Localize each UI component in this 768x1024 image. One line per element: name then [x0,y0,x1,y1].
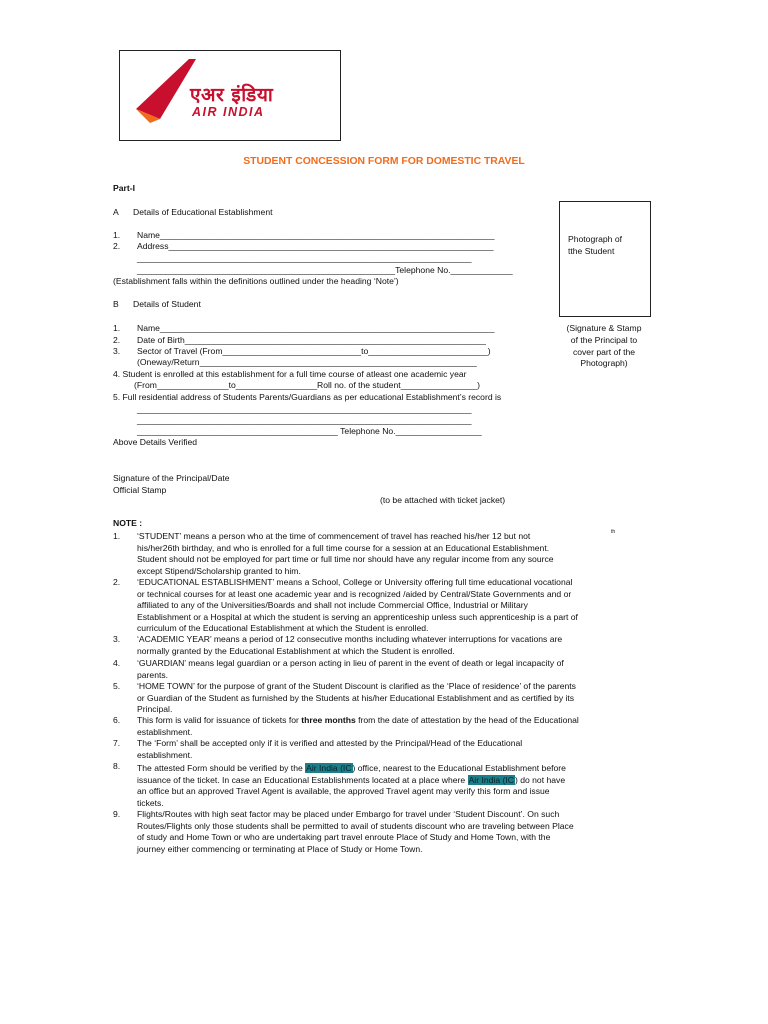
principal-signature: Signature of the Principal/Date [113,473,230,483]
logo-hindi-text: एअर इंडिया [190,84,274,106]
b-name-field[interactable]: Name______________________________________________________________________ [137,323,495,333]
note-2-number: 2. [113,577,121,587]
note-6-number: 6. [113,715,121,725]
b-residential-line-1[interactable]: ______________________________________________________________________ [137,404,472,414]
note-6-pre: This form is valid for issuance of tickets for [137,715,302,725]
note-line: Establishment or a Hospital at which the student is serving an apprenticeship unless such apprenticeship is a part of [137,611,578,622]
b-enrolled-text: 4. Student is enrolled at this establishment for a full time course of atleast one academic year [113,369,467,379]
a-name-number: 1. [113,230,121,240]
air-india-ic-highlight: Air India (IC [306,763,352,773]
details-verified: Above Details Verified [113,437,198,447]
signature-note-line: of the Principal to [570,334,638,345]
b-oneway-field[interactable]: (Oneway/Return__________________________________________________________ [137,357,477,367]
b-telephone-field[interactable]: Telephone No.__________________ [340,426,482,436]
note-6-text [137,715,579,738]
note-5-text [137,681,576,716]
note-8-number: 8. [113,761,121,771]
note-line: ‘STUDENT’ means a person who at the time of commencement of travel has reached his/her 12 but not [137,531,531,541]
note-line: ‘HOME TOWN’ for the purpose of grant of the Student Discount is clarified as the ‘Place of residence’ of the parents [137,681,576,691]
section-b-letter: B [113,299,119,309]
note-6-bold: three months [301,715,356,725]
note-line: The ‘Form’ shall be accepted only if it is verified and attested by the Principal/Head of the Educational [137,738,523,748]
note-line: tickets. [137,797,164,808]
note-5-number: 5. [113,681,121,691]
note-7-number: 7. [113,738,121,748]
note-line: establishment. [137,749,193,760]
note-6-post: from the date of attestation by the head of the Educational [355,715,579,725]
note-line: journey either commencing or terminating at Place of Study or Home Town. [137,843,423,854]
note-4-text [137,658,564,681]
note-7-text [137,738,522,761]
photo-label-2: tthe Student [568,245,615,256]
note-line: or Guardian of the Student as furnished by the Students at his/her Educational Establishment and as certified by its [137,692,575,703]
attached-note: (to be attached with ticket jacket) [380,495,506,505]
a-address-line[interactable]: ______________________________________________________________________ [137,253,472,263]
b-residential-line-3[interactable] [137,426,482,438]
note-9-text [137,809,574,855]
signature-note-line: cover part of the [572,346,636,357]
note-line: of study and Home Town or who are undertaking part travel enroute Place of Study and Home Town, with the [137,832,551,843]
note-line: ‘EDUCATIONAL ESTABLISHMENT’ means a School, College or University offering full time educational vocational [137,577,573,587]
signature-note-line: (Signature & Stamp [566,323,642,333]
note-8-c: issuance of the ticket. In case an Educational Establishments located at a place where [137,774,468,785]
b-dob-field[interactable]: Date of Birth_______________________________________________________________ [137,335,486,345]
section-a-letter: A [113,207,119,217]
note-8-a: The attested Form should be verified by the [137,763,306,773]
note-line: ‘GUARDIAN’ means legal guardian or a person acting in lieu of parent in the event of death or legal incapacity of [137,658,564,668]
section-a-heading: Details of Educational Establishment [133,207,273,217]
note-line: affiliated to any of the Universities/Boards and shall not include Commercial Office, Industrial or Military [137,600,528,611]
photo-label-1: Photograph of [568,234,622,244]
note-line [137,763,566,775]
note-3-number: 3. [113,634,121,644]
note-8-d: ) do not have [514,774,566,785]
note-8-text [137,763,566,809]
stray-th: th [611,529,616,535]
a-address-line-2-blank: ______________________________________________________ [137,265,396,275]
a-address-number: 2. [113,241,121,251]
b-residential-line-2[interactable]: ______________________________________________________________________ [137,415,472,425]
note-line: Flights/Routes with high seat factor may be placed under Embargo for travel under ‘Student Discount’. On such [137,809,560,819]
note-line: normally granted by the Educational Establishment at which the Student is enrolled. [137,645,455,656]
note-line: his/her26th birthday, and who is enrolled for a full time course for a session at an Educational Establishment. [137,542,550,553]
note-line: or technical courses for at least one academic year and is recognized /aided by Central/State Governments and or [137,588,572,599]
note-4-number: 4. [113,658,121,668]
note-line: establishment. [137,726,193,737]
note-line: Student should not be employed for part time or full time nor should have any regular income from any source [137,554,554,565]
note-line: Routes/Flights only those students shall be permitted to avail of students discount who are traveling between Place [137,820,574,831]
a-address-field[interactable]: Address____________________________________________________________________ [137,241,494,251]
section-b-heading: Details of Student [133,299,201,309]
part-label: Part-I [113,183,135,193]
logo-english-text: AIR INDIA [192,105,265,119]
note-line [137,715,579,727]
note-2-text [137,577,578,635]
note-3-text [137,634,562,657]
photo-box [559,201,651,317]
note-line: an office but an approved Travel Agent is available, the approved Travel agent may verify this form and issue [137,786,550,797]
note-line: curriculum of the Educational Establishment at which the Student is enrolled. [137,623,429,634]
b-sector-number: 3. [113,346,121,356]
note-1-text [137,531,554,577]
note-line: ‘ACADEMIC YEAR’ means a period of 12 consecutive months including whatever interruptions for vacations are [137,634,563,644]
form-title: STUDENT CONCESSION FORM FOR DOMESTIC TRAVEL [243,156,525,167]
air-india-ic-highlight: Air India (IC [468,774,514,785]
note-line [137,775,566,787]
a-name-field[interactable]: Name______________________________________________________________________ [137,230,495,240]
b-residential-text: 5. Full residential address of Students Parents/Guardians as per educational Establishment’s record is [113,392,502,402]
note-line: except Stipend/Scholarship granted to him. [137,565,301,576]
signature-note-line: Photograph) [580,358,628,369]
b-enrolled-dates-field[interactable]: (From_______________to_________________Roll no. of the student________________) [134,380,480,390]
air-india-logo [119,50,341,141]
note-8-b: ) office, nearest to the Educational Establishment before [352,763,566,773]
b-residential-line-3-blank[interactable]: __________________________________________ [137,426,338,436]
note-line: parents. [137,669,169,680]
note-heading: NOTE : [113,518,143,528]
b-sector-field[interactable]: Sector of Travel (From_____________________________to_________________________) [137,346,491,356]
signature-note [552,323,656,370]
official-stamp: Official Stamp [113,485,167,495]
a-address-line-2[interactable] [137,265,513,277]
note-9-number: 9. [113,809,121,819]
b-name-number: 1. [113,323,121,333]
b-dob-number: 2. [113,335,121,345]
a-telephone-field[interactable]: Telephone No._____________ [395,265,513,275]
establishment-note: (Establishment falls within the definitions outlined under the heading ‘Note’) [113,276,399,286]
note-1-number: 1. [113,531,121,541]
note-line: Principal. [137,704,173,715]
